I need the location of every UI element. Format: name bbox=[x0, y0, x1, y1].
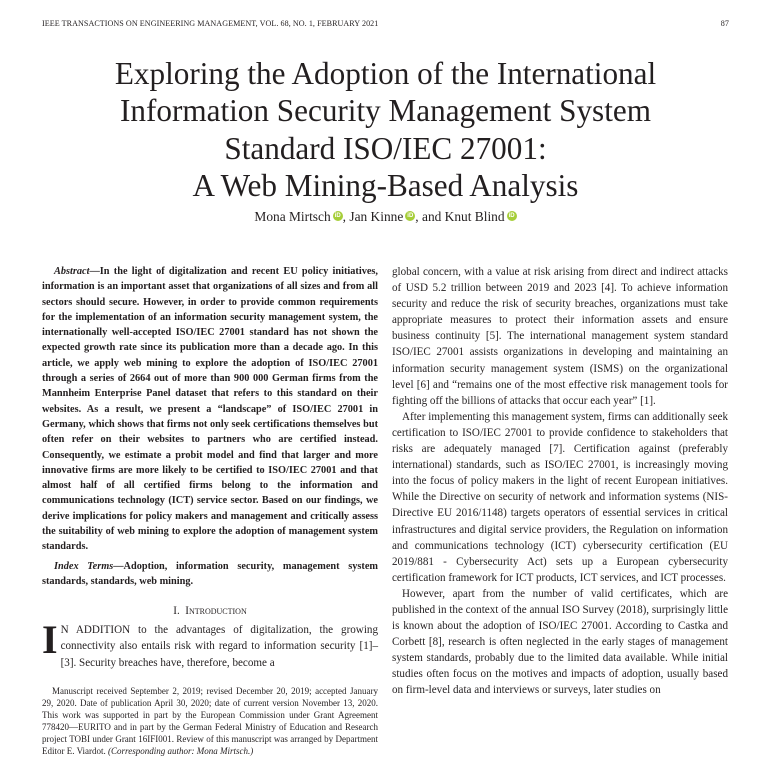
author-separator: , bbox=[415, 209, 422, 224]
section-title: Introduction bbox=[185, 605, 247, 618]
author-list bbox=[0, 209, 771, 225]
abstract-dash: — bbox=[89, 266, 100, 277]
footnote bbox=[42, 685, 378, 758]
index-terms bbox=[42, 559, 378, 590]
index-terms-text: Adoption, information security, management system standards, standards, web mining. bbox=[42, 560, 378, 587]
index-terms-dash: — bbox=[113, 560, 124, 572]
body-paragraph: However, apart from the number of valid certificates, which are published in the context of the annual ISO Survey (2018), surprisingly little is known about the adoption of ISO/IEC 27001. According to Castka and Corbett [8], research is often neglected in the early stages of management system standards, probably due to the limited data available. While initial studies often focus on the motives and impacts of adoption, usually based on firm-level data and interviews or surveys, later studies on bbox=[392, 587, 728, 697]
orcid-icon[interactable]: iD bbox=[508, 213, 515, 219]
abstract-label: Abstract bbox=[54, 266, 90, 277]
footnote-text: Manuscript received September 2, 2019; revised December 20, 2019; accepted January 29, 2020. Date of publication April 30, 2020; date of current version November 13, 2020. This work was supported in part by the European Commission under Grant Agreement 778420—EURITO and in part by the German Federal Ministry of Education and Research project TOBI under Grant 16IFI001. Review of this manuscript was arranged by Department Editor E. Viardot. bbox=[42, 686, 378, 757]
section-heading bbox=[42, 603, 378, 619]
left-column bbox=[42, 264, 378, 671]
page-number: 87 bbox=[720, 19, 729, 28]
author-separator: , bbox=[342, 209, 350, 224]
intro-paragraph bbox=[42, 617, 378, 670]
right-column bbox=[392, 264, 728, 768]
author-name: Mona Mirtsch bbox=[254, 209, 331, 224]
journal-name: IEEE TRANSACTIONS ON ENGINEERING MANAGEMENT, VOL. 68, NO. 1, FEBRUARY 2021 bbox=[42, 19, 379, 28]
abstract-text: In the light of digitalization and recent EU policy initiatives, information is an important asset that organizations of all sizes and from all sectors should secure. However, in order to provide common requirements for the implementation of an information security management system, the internationally well-accepted ISO/IEC 27001 standard has not shown the expected growth rate since its publication more than a decade ago. In this article, we apply web mining to explore the adoption of ISO/IEC 27001 through a series of 2664 out of more than 900 000 German firms from the Mannheim Enterprise Panel dataset that refers to this standard on their websites. As a result, we present a “landscape” of ISO/IEC 27001 in Germany, which shows that firms not only seek certifications themselves but often refer on their websites to partners who are certified instead. Consequently, we estimate a probit model and find that larger and more innovative firms are more likely to be certified to ISO/IEC 27001 and that almost half of all certified firms belong to the information and communications technology (ICT) service sector. Based on our findings, we derive implications for policy makers and management and critically assess the suitability of web mining to explore the adoption of management system standards. bbox=[42, 266, 378, 553]
author-name: and Knut Blind bbox=[422, 209, 505, 224]
body-paragraph: global concern, with a value at risk arising from direct and indirect attacks of USD 5.2 trillion between 2019 and 2023 [4]. To achieve information security and reduce the risk of security breaches, organizations must take appropriate measures to protect their information assets and ensure business continuity [5]. The international management system standard ISO/IEC 27001 assists organizations in developing and maintaining an information security management system (ISMS) on the organizational level [6] and “remains one of the most effective risk management tools for fighting off the billions of attacks that occur each year” [1]. bbox=[392, 266, 728, 407]
title-line: Information Security Management System bbox=[120, 93, 651, 129]
drop-cap: I bbox=[42, 617, 58, 663]
index-terms-label: Index Terms bbox=[54, 560, 114, 572]
title-line: Standard ISO/IEC 27001: bbox=[224, 130, 547, 166]
running-header bbox=[42, 19, 729, 28]
section-number: I. bbox=[173, 605, 180, 618]
abstract bbox=[42, 264, 378, 555]
orcid-icon[interactable]: iD bbox=[334, 213, 341, 219]
title-line: Exploring the Adoption of the International bbox=[114, 56, 657, 91]
body-paragraph: After implementing this management system, firms can additionally seek certification to ISO/IEC 27001 to provide confidence to stakeholders that risks are adequately managed [7]. Certification against (preferably international) standards, such as ISO/IEC 27001, is increasingly moving into the focus of policy makers in the light of recent European initiatives. While the Directive on security of network and information systems (NIS-Directive EU 2016/1148) targets operators of essential services in critical infrastructures and digital service providers, the Regulation on information and communications technology (ICT) cybersecurity certification (EU 2019/881 - Cybersecurity Act) sets up a European cybersecurity certification framework for ICT products, ICT services, and ICT processes. bbox=[392, 410, 728, 584]
author-name: Jan Kinne bbox=[349, 209, 404, 224]
title-line: A Web Mining-Based Analysis bbox=[192, 167, 579, 203]
corresponding-author: (Corresponding author: Mona Mirtsch.) bbox=[108, 746, 254, 757]
paper-title bbox=[0, 55, 771, 204]
orcid-icon[interactable]: iD bbox=[407, 213, 414, 219]
intro-text: N ADDITION to the advantages of digitalization, the growing connectivity also entails risk with regard to information security [1]–[3]. Security breaches have, therefore, become a bbox=[60, 624, 378, 669]
